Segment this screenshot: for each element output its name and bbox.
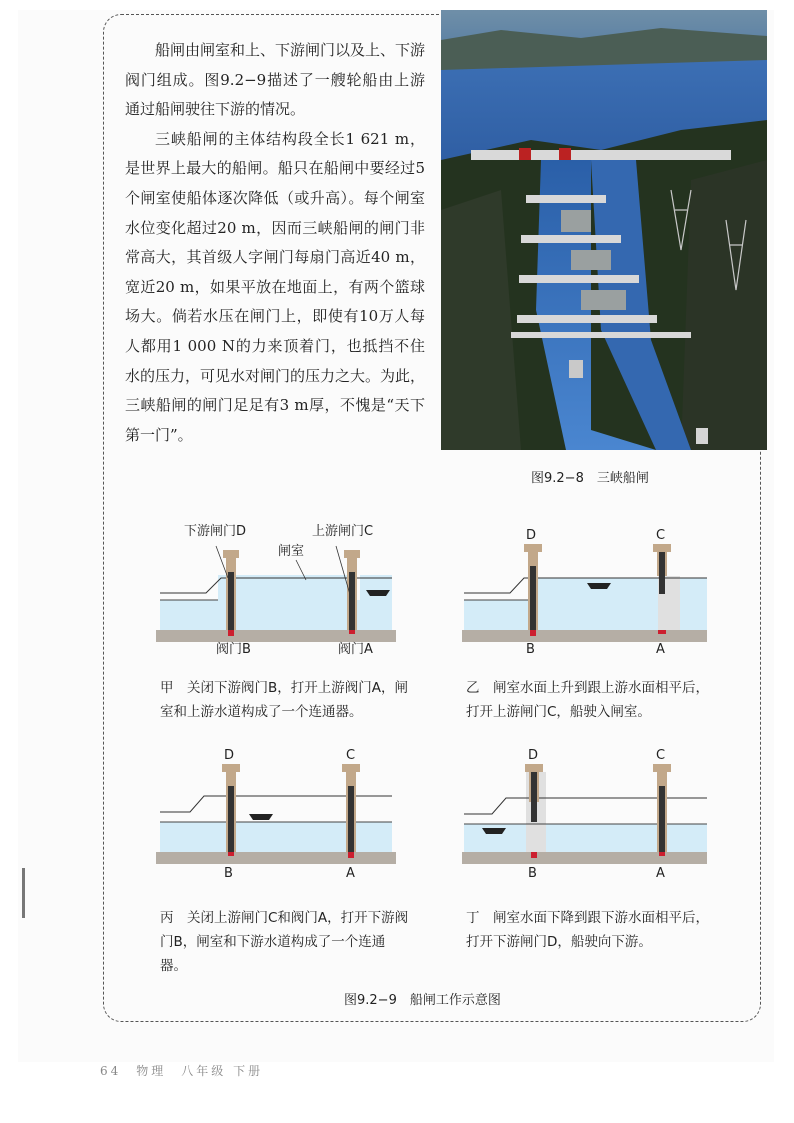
label-a: A xyxy=(656,866,665,881)
label-chamber: 闸室 xyxy=(278,544,305,559)
panel-bing-caption: 丙 关闭上游闸门C和阀门A，打开下游阀门B，闸室和下游水道构成了一个连通器。 xyxy=(160,910,409,974)
lock-diagram-bing xyxy=(156,742,396,882)
three-gorges-lock-photo xyxy=(441,10,767,450)
ship-icon xyxy=(587,583,611,589)
photo-caption: 图9.2−8 三峡船闸 xyxy=(531,471,649,486)
lock-diagram-yi xyxy=(462,520,707,660)
intro-paragraph-2: 三峡船闸的主体结构段全长1 621 m，是世界上最大的船闸。船只在船闸中要经过5个闸室使船体逐次降低（或升高）。每个闸室水位变化超过20 m，因而三峡船闸的闸门非常高大，其首级人字闸门每扇门高近40 m，宽近20 m，如果平放在地面上，有两个篮球场大。倘若水压在闸门上，即使有10万人每人都用1 000 N的力来顶着门，也抵挡不住水的压力，可见水对闸门的压力之大。为此，三峡船闸的闸门足足有3 m厚，不愧是“天下第一门”。 xyxy=(125,129,426,444)
label-a: A xyxy=(346,866,355,881)
ship-icon xyxy=(249,814,273,820)
panel-jia-caption: 甲 关闭下游阀门B，打开上游阀门A，闸室和上游水道构成了一个连通器。 xyxy=(160,680,408,720)
lock-photo-illustration xyxy=(441,10,767,450)
label-d: D xyxy=(526,528,537,543)
panel-bing xyxy=(156,742,396,882)
scan-mark xyxy=(22,868,25,918)
intro-paragraph-1: 船闸由闸室和上、下游闸门以及上、下游阀门组成。图9.2−9描述了一艘轮船由上游通过船闸驶往下游的情况。 xyxy=(125,41,426,119)
label-b: B xyxy=(528,866,537,881)
label-gate-d: 下游闸门D xyxy=(184,524,247,539)
label-c: C xyxy=(656,528,666,543)
figure-caption: 图9.2−9 船闸工作示意图 xyxy=(344,993,501,1008)
label-d: D xyxy=(224,748,235,763)
intro-text xyxy=(125,36,425,450)
label-c: C xyxy=(346,748,356,763)
label-d: D xyxy=(528,748,539,763)
label-gate-c: 上游闸门C xyxy=(312,524,374,539)
panel-yi xyxy=(462,520,707,660)
panel-ding xyxy=(462,742,707,882)
panel-yi-caption: 乙 闸室水面上升到跟上游水面相平后，打开上游闸门C，船驶入闸室。 xyxy=(466,680,709,720)
label-valve-a: 阀门A xyxy=(338,642,373,657)
lock-diagram-ding xyxy=(462,742,707,882)
page-footer: 64 物理 八年级 下册 xyxy=(100,1064,264,1078)
ship-icon xyxy=(482,828,506,834)
panel-jia xyxy=(156,520,396,660)
label-b: B xyxy=(224,866,233,881)
ship-icon xyxy=(366,590,390,596)
label-b: B xyxy=(526,642,535,657)
label-a: A xyxy=(656,642,665,657)
label-valve-b: 阀门B xyxy=(216,642,251,657)
panel-ding-caption: 丁 闸室水面下降到跟下游水面相平后，打开下游闸门D，船驶向下游。 xyxy=(466,910,709,950)
label-c: C xyxy=(656,748,666,763)
